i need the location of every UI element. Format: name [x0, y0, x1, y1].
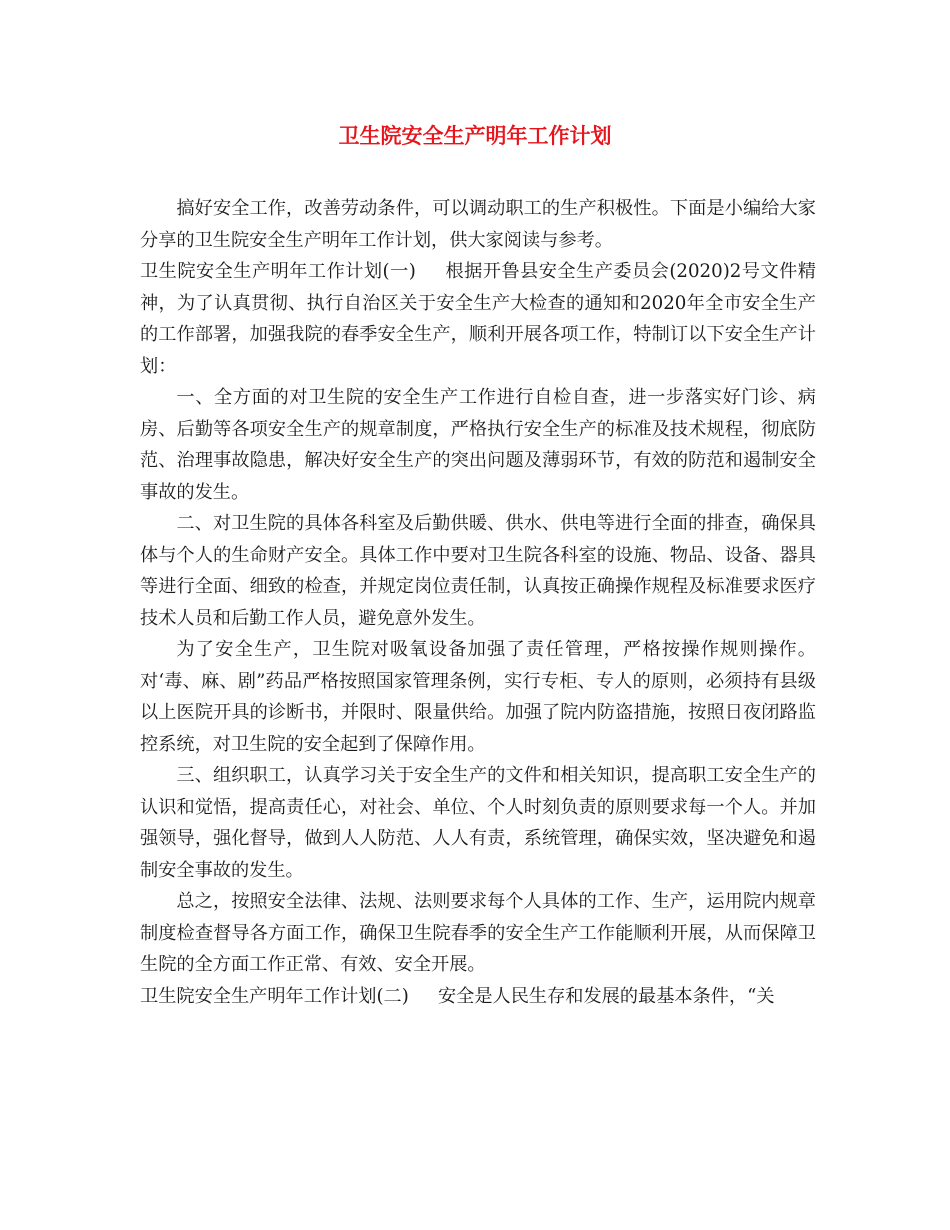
section-subtitle: 卫生院安全生产明年工作计划(一) [140, 261, 416, 282]
section-text: 根据开鲁县安全生产委员会(2020)2号文件精神，为了认真贯彻、执行自治区关于安全生产大检查的通知和2020年全市安全生产的工作部署，加强我院的春季安全生产，顺利开展各项工作，特制订以下安全生产计划： [140, 261, 816, 377]
paragraph-item-two: 二、对卫生院的具体各科室及后勤供暖、供水、供电等进行全面的排查，确保具体与个人的生命财产安全。具体工作中要对卫生院各科室的设施、物品、设备、器具等进行全面、细致的检查，并规定岗位责任制，认真按正确操作规程及标准要求医疗技术人员和后勤工作人员，避免意外发生。 [140, 513, 816, 629]
section-text: 安全是人民生存和发展的最基本条件，“关 [437, 985, 775, 1007]
paragraph-equipment: 为了安全生产，卫生院对吸氧设备加强了责任管理，严格按操作规则操作。对‘毒、麻、剧”药品严格按照国家管理条例，实行专柜、专人的原则，必须持有县级以上医院开具的诊断书，并限时、限量供给。加强了院内防盗措施，按照日夜闭路监控系统，对卫生院的安全起到了保障作用。 [140, 639, 816, 755]
paragraph-item-three: 三、组织职工，认真学习关于安全生产的文件和相关知识，提高职工安全生产的认识和觉悟，提高责任心，对社会、单位、个人时刻负责的原则要求每一个人。并加强领导，强化督导，做到人人防范、人人有责，系统管理，确保实效，坚决避免和遏制安全事故的发生。 [140, 765, 816, 881]
paragraph-intro: 搞好安全工作，改善劳动条件，可以调动职工的生产积极性。下面是小编给大家分享的卫生院安全生产明年工作计划，供大家阅读与参考。 [140, 198, 816, 251]
section-subtitle: 卫生院安全生产明年工作计划(二) [140, 985, 409, 1007]
paragraph-plan-two [140, 981, 816, 1013]
paragraph-item-one: 一、全方面的对卫生院的安全生产工作进行自检自查，进一步落实好门诊、病房、后勤等各项安全生产的规章制度，严格执行安全生产的标准及技术规程，彻底防范、治理事故隐患，解决好安全生产的突出问题及薄弱环节，有效的防范和遏制安全事故的发生。 [140, 387, 816, 503]
paragraph-summary: 总之，按照安全法律、法规、法则要求每个人具体的工作、生产，运用院内规章制度检查督导各方面工作，确保卫生院春季的安全生产工作能顺利开展，从而保障卫生院的全方面工作正常、有效、安全开展。 [140, 891, 816, 975]
document-body [140, 193, 816, 1012]
paragraph-plan-one [140, 256, 816, 382]
document-title: 卫生院安全生产明年工作计划 [338, 124, 612, 148]
